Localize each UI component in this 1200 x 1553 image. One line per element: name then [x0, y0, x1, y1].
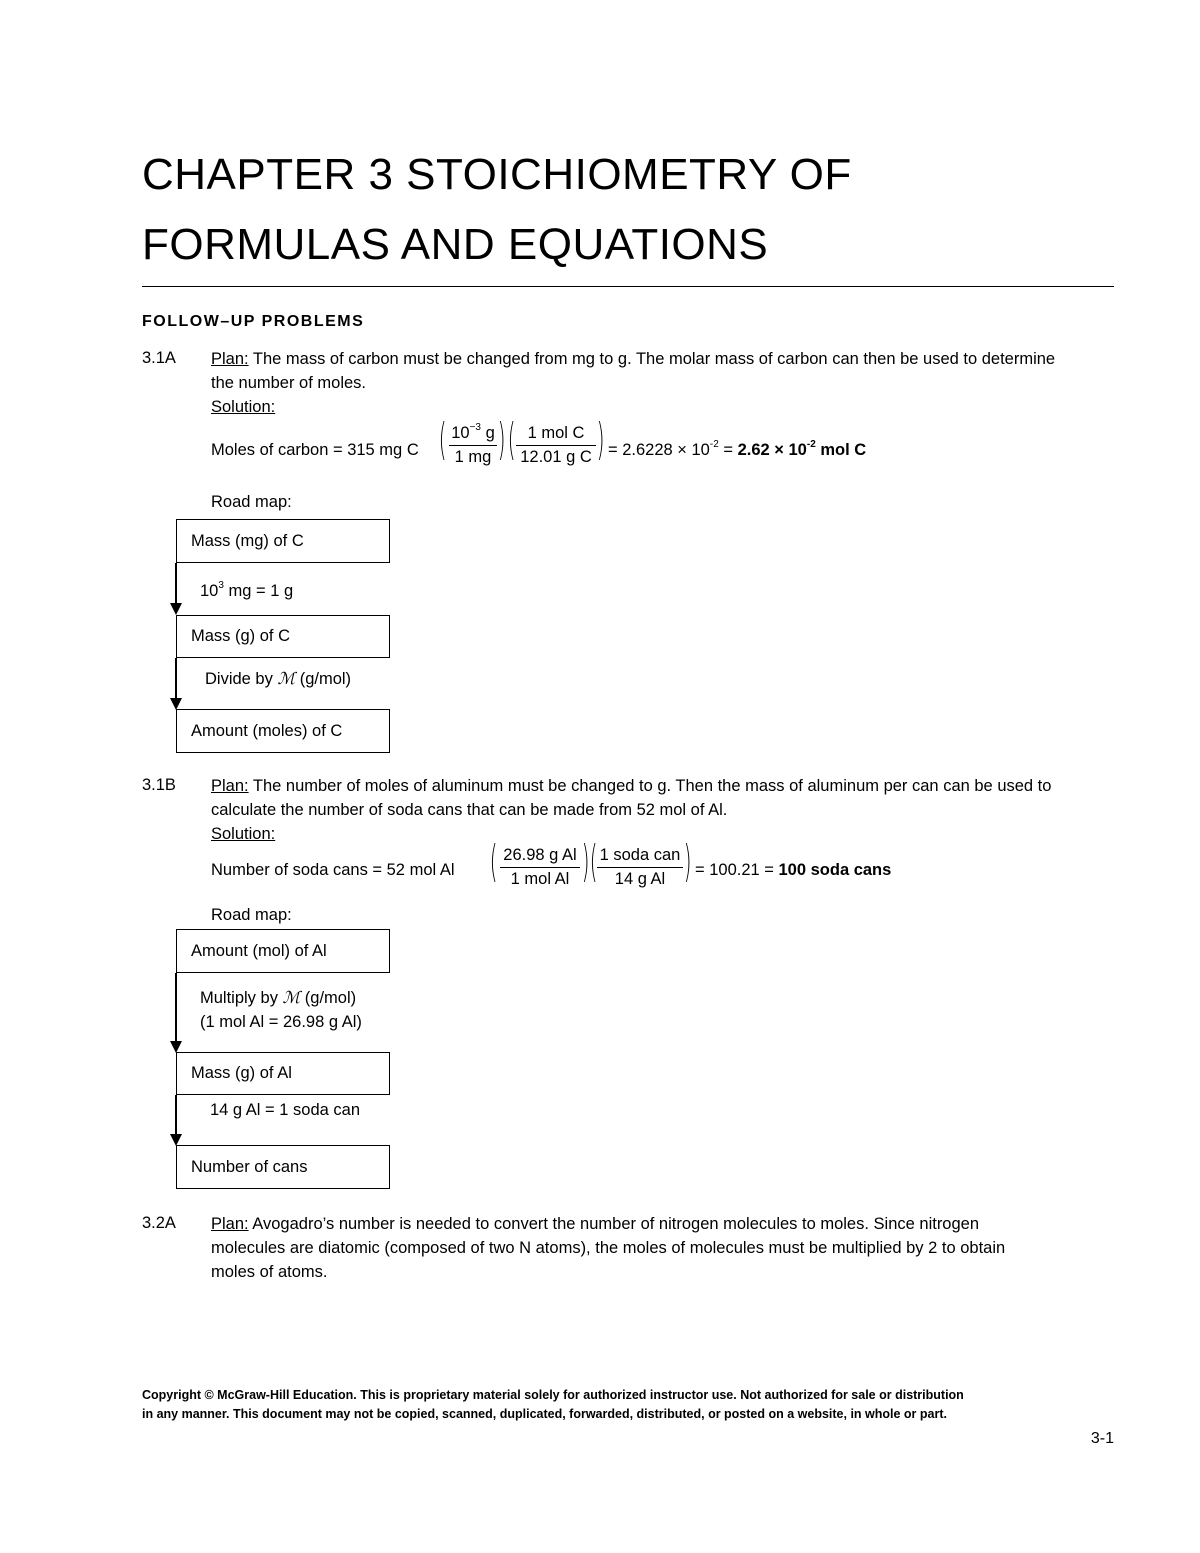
plan-text-continued: calculate the number of soda cans that can be made from 52 mol of Al. — [211, 801, 728, 819]
roadmap-arrow-line — [175, 973, 177, 1041]
plan-text-continued: the number of moles. — [211, 374, 366, 392]
roadmap-box-mass-g: Mass (g) of C — [176, 615, 390, 658]
roadmap-box-mass-g: Mass (g) of Al — [176, 1052, 390, 1095]
open-paren: ( — [438, 414, 447, 465]
roadmap-step-multiply: Multiply by ℳ (g/mol) — [200, 988, 357, 1007]
roadmap-arrow-line — [175, 563, 177, 603]
equation-result: = 100.21 = 100 soda cans — [695, 861, 892, 879]
problem-number-3-2a: 3.2A — [142, 1214, 176, 1232]
roadmap-box-amount-mol: Amount (mol) of Al — [176, 929, 390, 973]
copyright-notice: Copyright © McGraw-Hill Education. This is proprietary material solely for authorized instructor use. Not authorized for sale or distribution in any manner. This document may not be copied, scanned, duplicated, forwarded, distributed, or posted on a website, in whole or part. — [142, 1388, 964, 1421]
roadmap-step-divide: Divide by ℳ (g/mol) — [205, 669, 352, 688]
open-paren: ( — [507, 414, 516, 465]
page-number: 3-1 — [1090, 1430, 1114, 1447]
roadmap-step-per-can: 14 g Al = 1 soda can — [210, 1101, 360, 1119]
plan-label: Plan: — [211, 1215, 249, 1233]
roadmap-label: Road map: — [211, 493, 292, 511]
close-paren: ) — [497, 414, 506, 465]
plan-text-continued: moles of atoms. — [211, 1263, 328, 1281]
plan-text: The mass of carbon must be changed from mg to g. The molar mass of carbon can then be used to determine — [248, 350, 1056, 368]
roadmap-step-molar-mass: (1 mol Al = 26.98 g Al) — [200, 1013, 362, 1031]
close-paren: ) — [596, 414, 605, 465]
title-divider — [142, 286, 1114, 287]
roadmap-box-mass-mg: Mass (mg) of C — [176, 519, 390, 563]
roadmap-arrow-line — [175, 1095, 177, 1134]
fraction-molar-mass-c: 1 mol C 12.01 g C — [516, 422, 596, 469]
roadmap-box-number-of-cans: Number of cans — [176, 1145, 390, 1189]
chapter-title-line-2: FORMULAS AND EQUATIONS — [142, 220, 769, 269]
plan-text-continued: molecules are diatomic (composed of two N atoms), the moles of molecules must be multiplied by 2 to obtain — [211, 1239, 1006, 1257]
open-paren: ( — [589, 836, 598, 887]
answer: $2.62 \times 10^{-2}$ mol C — [737, 439, 867, 459]
problem-3-1a-plan — [211, 347, 1116, 419]
section-heading: FOLLOW–UP PROBLEMS — [142, 313, 365, 330]
problem-number-3-1b: 3.1B — [142, 776, 176, 794]
plan-text: Avogadro’s number is needed to convert the number of nitrogen molecules to moles. Since nitrogen — [248, 1215, 980, 1233]
equation-lhs: Moles of carbon = 315 mg C — [211, 441, 419, 459]
close-paren: ) — [683, 836, 692, 887]
fraction-mg-to-g: $10^{-3}$ g 1 mg — [449, 422, 497, 469]
plan-text: The number of moles of aluminum must be changed to g. Then the mass of aluminum per can can be used to — [248, 777, 1052, 795]
plan-label: Plan: — [211, 350, 249, 368]
equation-result: = $2.6228 \times 10^{-2} = 2.62 \times 10^{-2}$ mol C — [608, 439, 867, 459]
chapter-title-line-1: CHAPTER 3 STOICHIOMETRY OF — [142, 150, 852, 199]
roadmap-label: Road map: — [211, 906, 292, 924]
problem-3-1b-plan — [211, 774, 1116, 846]
problem-number-3-1a: 3.1A — [142, 349, 176, 367]
plan-label: Plan: — [211, 777, 249, 795]
roadmap-arrow-line — [175, 658, 177, 698]
solution-label: Solution: — [211, 825, 276, 843]
roadmap-box-amount-moles: Amount (moles) of C — [176, 709, 390, 753]
roadmap-step-conversion: $10^3$ mg = 1 g — [200, 580, 294, 600]
open-paren: ( — [489, 836, 498, 887]
down-arrow-icon — [170, 603, 182, 615]
answer: 100 soda cans — [778, 861, 892, 879]
equation-lhs: Number of soda cans = 52 mol Al — [211, 861, 455, 879]
fraction-cans-per-gram: 1 soda can 14 g Al — [597, 844, 683, 891]
solution-label: Solution: — [211, 398, 276, 416]
problem-3-2a-plan — [211, 1212, 1116, 1284]
close-paren: ) — [581, 836, 590, 887]
fraction-molar-mass-al: 26.98 g Al 1 mol Al — [500, 844, 580, 891]
